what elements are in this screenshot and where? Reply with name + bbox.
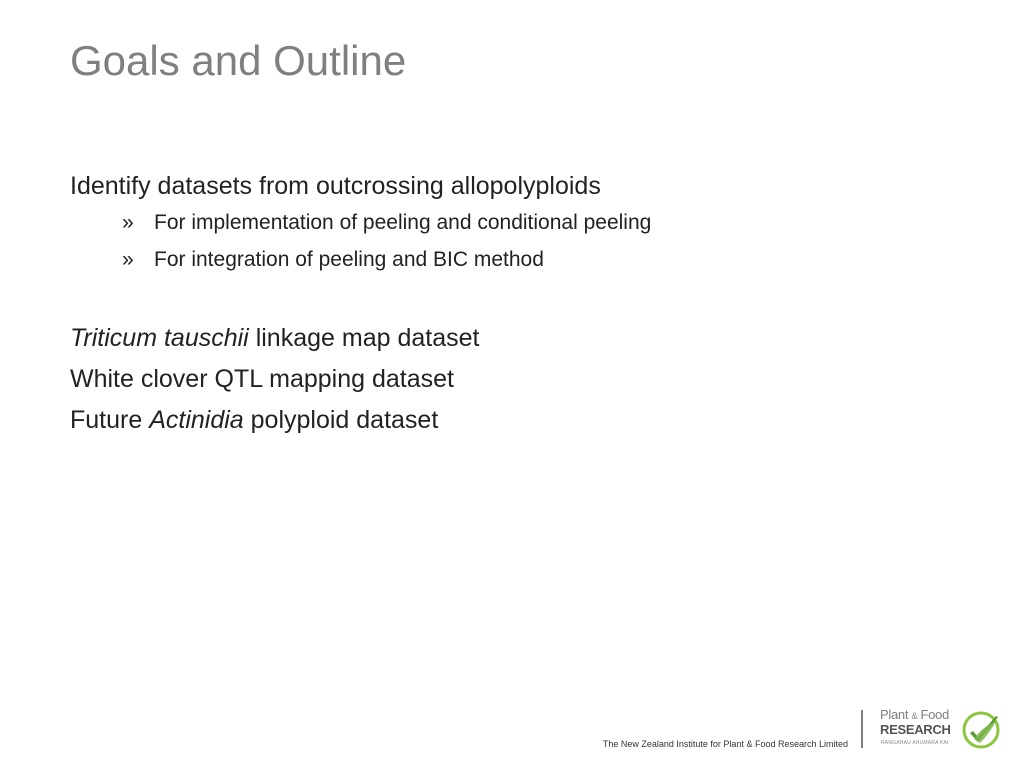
species-name: Actinidia <box>149 406 244 434</box>
bullet-marker: » <box>122 248 134 271</box>
dataset-text: polyploid dataset <box>243 406 439 434</box>
spacer <box>70 278 970 318</box>
logo-line3: RANGAHAU AHUMĀRA KAI <box>881 740 949 746</box>
slide-body <box>70 168 970 441</box>
logo-word-food: Food <box>917 707 949 722</box>
dataset-text: White clover QTL mapping dataset <box>70 365 454 393</box>
sub-bullet-item <box>70 204 970 241</box>
slide-title: Goals and Outline <box>70 37 407 84</box>
footer-divider <box>861 710 863 748</box>
dataset-item <box>70 359 970 400</box>
leaf-check-icon <box>960 709 1002 751</box>
logo-line2: RESEARCH <box>880 722 951 737</box>
footer-institute: The New Zealand Institute for Plant & Food Research Limited <box>602 739 848 749</box>
sub-bullet-text: For implementation of peeling and conditional peeling <box>154 211 652 234</box>
logo-word-plant: Plant <box>880 707 912 722</box>
intro-text: Identify datasets from outcrossing allopolyploids <box>70 172 601 200</box>
bullet-marker: » <box>122 211 134 234</box>
dataset-item <box>70 318 970 359</box>
species-name: Triticum tauschii <box>70 324 249 352</box>
dataset-text: linkage map dataset <box>248 324 480 352</box>
dataset-text: Future <box>70 406 150 434</box>
sub-bullet-text: For integration of peeling and BIC method <box>154 248 544 271</box>
logo-ampersand: & <box>911 711 918 721</box>
plant-food-research-logo <box>880 707 1008 753</box>
sub-bullet-item <box>70 241 970 278</box>
logo-line1 <box>880 707 949 722</box>
dataset-item <box>70 400 970 441</box>
